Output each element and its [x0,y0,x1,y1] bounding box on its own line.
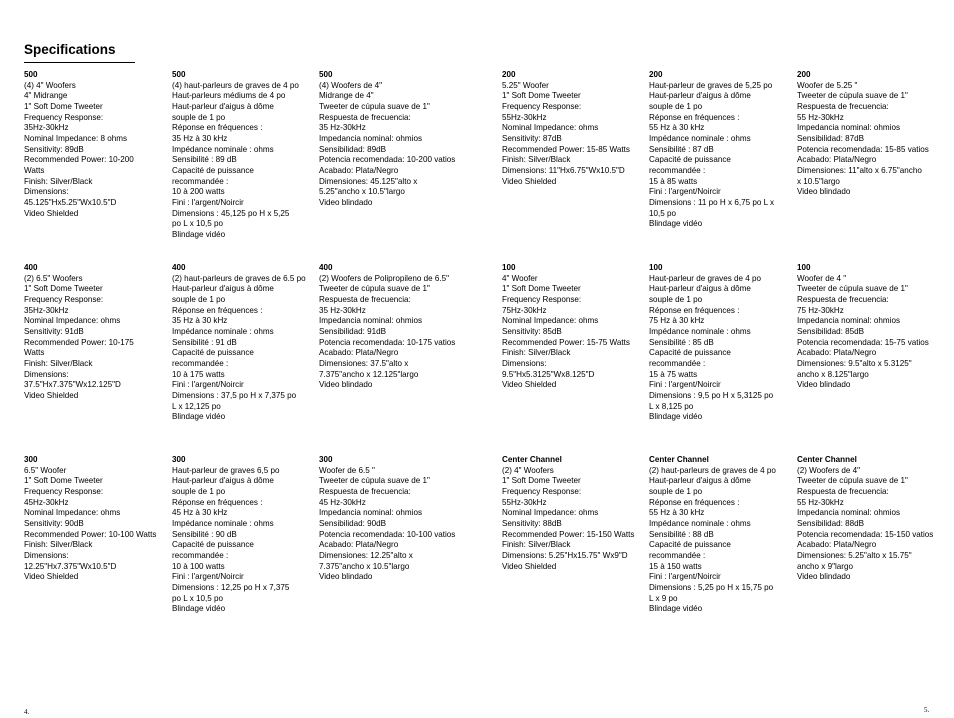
spec-line: Fini : l'argent/Noircir [172,380,244,390]
spec-line: Recommended Power: 15-150 Watts [502,529,635,539]
spec-line: Video Shielded [502,561,557,571]
spec-line: Finish: Silver/Black [24,540,93,550]
spec-line: (4) 4" Woofers [24,80,76,90]
spec-line: 55 Hz-30kHz [797,497,844,507]
spec-line: Nominal Impedance: 8 ohms [24,133,128,143]
spec-line: Nominal Impedance: ohms [502,508,599,518]
spec-line: Frequency Response: [24,294,104,304]
title-underline [24,62,135,63]
spec-line: (2) 6.5" Woofers [24,273,83,283]
spec-line: Midrange de 4" [319,91,374,101]
spec-line: Frequency Response: [24,486,104,496]
spec-line: Nominal Impedance: ohms [502,316,599,326]
spec-line: 10 à 175 watts [172,369,225,379]
spec-line: Sensitivity: 87dB [502,133,562,143]
spec-line: 35Hz-30kHz [24,123,69,133]
spec-line: Acabado: Plata/Negro [319,348,399,358]
spec-line: 35Hz-30kHz [24,305,69,315]
spec-line: Video Shielded [24,208,79,218]
spec-model-name: 400 [319,263,333,272]
spec-line: Video Shielded [24,572,79,582]
spec-line: Sensitivity: 85dB [502,326,562,336]
spec-line: Fini : l'argent/Noircir [649,187,721,197]
page-number-left: 4. [24,708,30,716]
spec-line: Acabado: Plata/Negro [319,540,399,550]
spec-line: Blindage vidéo [172,412,226,422]
spec-model-name: 200 [649,70,663,79]
spec-line: Sensibilité : 90 dB [172,529,237,539]
spec-line: Respuesta de frecuencia: [319,112,411,122]
spec-line: 10 à 100 watts [172,561,225,571]
spec-line: souple de 1 po [172,112,226,122]
spec-line: Potencia recomendada: 15-75 vatios [797,337,929,347]
spec-line: Haut-parleur d'aigus à dôme [172,476,274,486]
spec-line: Blindage vidéo [649,604,703,614]
spec-line: Fini : l'argent/Noircir [172,572,244,582]
spec-line: Tweeter de cúpula suave de 1" [797,284,908,294]
spec-block [502,70,630,187]
spec-line: Capacité de puissance [649,540,731,550]
spec-line: Haut-parleur de graves 6,5 po [172,465,280,475]
spec-line: 15 à 150 watts [649,561,702,571]
spec-block [24,455,156,583]
spec-line: 55Hz-30kHz [502,497,547,507]
spec-line: L x 9 po [649,593,678,603]
spec-line: Recommended Power: 10-100 Watts [24,529,157,539]
spec-line: Capacité de puissance [172,540,254,550]
spec-line: Woofer de 6.5 " [319,465,375,475]
spec-line: 35 Hz-30kHz [319,123,366,133]
spec-line: Finish: Silver/Black [24,358,93,368]
spec-block [172,263,306,423]
spec-line: Tweeter de cúpula suave de 1" [319,476,430,486]
spec-line: Impédance nominale : ohms [172,326,274,336]
spec-line: Dimensions: 5.25"Hx15.75" Wx9"D [502,550,628,560]
spec-line: Finish: Silver/Black [502,540,571,550]
spec-line: Dimensions : 5,25 po H x 15,75 po [649,582,774,592]
spec-line: Tweeter de cúpula suave de 1" [319,101,430,111]
spec-line: Frequency Response: [502,486,582,496]
spec-line: Dimensiones: 5.25"alto x 15.75" [797,550,912,560]
spec-line: Capacité de puissance [649,348,731,358]
spec-line: Impedancia nominal: ohmios [797,123,901,133]
spec-line: Recommended Power: 15-75 Watts [502,337,630,347]
spec-line: Acabado: Plata/Negro [319,165,399,175]
spec-line: ancho x 8.125"largo [797,369,869,379]
spec-line: Respuesta de frecuencia: [797,294,889,304]
spec-line: Dimensiones: 11"alto x 6.75"ancho [797,165,922,175]
spec-block [502,263,630,391]
spec-line: Impédance nominale : ohms [649,518,751,528]
spec-line: L x 12,125 po [172,401,221,411]
spec-line: Impédance nominale : ohms [172,144,274,154]
spec-line: 75 Hz à 30 kHz [649,316,705,326]
spec-line: Haut-parleur de graves de 4 po [649,273,762,283]
spec-model-name: 400 [24,263,38,272]
spec-line: Impédance nominale : ohms [649,326,751,336]
spec-model-name: 200 [502,70,516,79]
spec-line: (4) Woofers de 4" [319,80,383,90]
spec-line: Haut-parleur d'aigus à dôme [649,476,751,486]
spec-line: Recommended Power: 15-85 Watts [502,144,630,154]
spec-line: po L x 10,5 po [172,219,224,229]
spec-line: 55 Hz à 30 kHz [649,508,705,518]
spec-line: Dimensions : 11 po H x 6,75 po L x [649,197,775,207]
spec-line: 35 Hz à 30 kHz [172,133,228,143]
spec-line: L x 8,125 po [649,401,694,411]
spec-line: Impedancia nominal: ohmios [319,133,423,143]
spec-line: Respuesta de frecuencia: [319,294,411,304]
spec-line: 5.25" Woofer [502,80,549,90]
spec-line: 9.5"Hx5.3125"Wx8.125"D [502,369,595,379]
spec-line: Impedancia nominal: ohmios [797,316,901,326]
spec-line: 55Hz-30kHz [502,112,547,122]
spec-line: Frequency Response: [502,101,582,111]
spec-line: Video blindado [319,572,373,582]
spec-line: (2) Woofers de 4" [797,465,861,475]
spec-line: Sensibilidad: 90dB [319,518,387,528]
spec-line: 15 à 75 watts [649,369,698,379]
spec-line: Fini : l'argent/Noircir [649,572,721,582]
spec-line: Haut-parleur d'aigus à dôme [172,284,274,294]
spec-line: recommandée : [172,358,229,368]
spec-line: 45Hz-30kHz [24,497,69,507]
spec-line: souple de 1 po [172,486,226,496]
spec-model-name: 500 [24,70,38,79]
spec-line: recommandée : [172,176,229,186]
spec-line: Sensibilité : 89 dB [172,155,237,165]
spec-line: Sensibilidad: 88dB [797,518,865,528]
spec-line: Dimensions : 45,125 po H x 5,25 [172,208,290,218]
spec-line: Réponse en fréquences : [172,305,263,315]
spec-block [797,263,929,391]
spec-line: Impedancia nominal: ohmios [319,508,423,518]
spec-line: 1" Soft Dome Tweeter [502,476,581,486]
spec-line: 1" Soft Dome Tweeter [502,284,581,294]
spec-line: Sensibilité : 91 dB [172,337,237,347]
spec-line: 37.5"Hx7.375"Wx12.125"D [24,380,121,390]
spec-line: Impédance nominale : ohms [649,133,751,143]
spec-line: Dimensiones: 12.25"alto x [319,550,413,560]
spec-line: Capacité de puissance [649,155,731,165]
spec-block [649,455,776,615]
spec-line: Finish: Silver/Black [24,176,93,186]
spec-block [319,263,455,391]
spec-line: Video blindado [797,572,851,582]
spec-model-name: 100 [502,263,516,272]
spec-block [649,70,774,230]
spec-line: Video Shielded [502,176,557,186]
spec-line: Impedancia nominal: ohmios [797,508,901,518]
spec-line: Sensibilité : 88 dB [649,529,714,539]
spec-line: Sensitivity: 89dB [24,144,84,154]
spec-model-name: 300 [319,455,333,464]
spec-line: Frequency Response: [502,294,582,304]
spec-line: Video blindado [319,380,373,390]
spec-line: Blindage vidéo [172,229,226,239]
spec-model-name: 100 [797,263,811,272]
spec-line: Sensibilidad: 85dB [797,326,865,336]
spec-line: (2) haut-parleurs de graves de 4 po [649,465,776,475]
spec-line: Dimensions : 37,5 po H x 7,375 po [172,390,297,400]
spec-line: Haut-parleur de graves de 5,25 po [649,80,773,90]
spec-line: 10,5 po [649,208,677,218]
spec-line: Frequency Response: [24,112,104,122]
spec-line: (2) haut-parleurs de graves de 6.5 po [172,273,306,283]
spec-block [319,70,455,209]
spec-line: Fini : l'argent/Noircir [649,380,721,390]
spec-line: Respuesta de frecuencia: [797,486,889,496]
spec-line: Dimensiones: 9.5"alto x 5.3125" [797,358,912,368]
spec-line: Haut-parleur d'aigus à dôme [172,101,274,111]
spec-line: recommandée : [649,358,706,368]
spec-model-name: 300 [172,455,186,464]
spec-line: Sensitivity: 88dB [502,518,562,528]
spec-line: Dimensiones: 45.125"alto x [319,176,418,186]
spec-line: Nominal Impedance: ohms [502,123,599,133]
spec-line: 1" Soft Dome Tweeter [24,101,103,111]
spec-line: souple de 1 po [172,294,226,304]
spec-line: Potencia recomendada: 10-200 vatios [319,155,456,165]
spec-line: 7.375"ancho x 10.5"largo [319,561,410,571]
spec-line: Finish: Silver/Black [502,155,571,165]
spec-line: Potencia recomendada: 10-175 vatios [319,337,456,347]
spec-line: Impédance nominale : ohms [172,518,274,528]
spec-block [24,263,134,402]
spec-line: 75 Hz-30kHz [797,305,844,315]
spec-line: Woofer de 4 " [797,273,847,283]
spec-line: x 10.5"largo [797,176,840,186]
spec-line: 35 Hz-30kHz [319,305,366,315]
spec-line: Dimensions: [24,550,69,560]
spec-block [797,455,933,583]
spec-line: Video blindado [797,380,851,390]
spec-model-name: 500 [172,70,186,79]
spec-line: Blindage vidéo [649,412,703,422]
spec-line: Acabado: Plata/Negro [797,540,877,550]
spec-line: Dimensions : 12,25 po H x 7,375 [172,582,290,592]
spec-line: ancho x 9"largo [797,561,853,571]
spec-block [797,70,929,198]
spec-block [172,455,289,615]
spec-line: 45.125"Hx5.25"Wx10.5"D [24,197,117,207]
spec-line: 12.25"Hx7.375"Wx10.5"D [24,561,117,571]
spec-block [649,263,773,423]
spec-line: Dimensions: 11"Hx6.75"Wx10.5"D [502,165,625,175]
spec-line: Dimensions : 9,5 po H x 5,3125 po [649,390,774,400]
spec-line: Nominal Impedance: ohms [24,508,121,518]
spec-line: 1" Soft Dome Tweeter [502,91,581,101]
spec-line: Capacité de puissance [172,348,254,358]
spec-line: Respuesta de frecuencia: [797,101,889,111]
spec-model-name: 200 [797,70,811,79]
spec-line: 45 Hz à 30 kHz [172,508,228,518]
spec-line: 75Hz-30kHz [502,305,547,315]
spec-line: Potencia recomendada: 15-85 vatios [797,144,929,154]
spec-line: Video Shielded [502,380,557,390]
spec-model-name: 300 [24,455,38,464]
spec-line: souple de 1 po [649,101,703,111]
spec-line: Fini : l'argent/Noircir [172,197,244,207]
spec-line: Video blindado [797,187,851,197]
spec-line: Sensitivity: 90dB [24,518,84,528]
spec-line: Acabado: Plata/Negro [797,155,877,165]
spec-line: 55 Hz à 30 kHz [649,123,705,133]
spec-line: 4" Midrange [24,91,68,101]
spec-line: Sensibilidad: 89dB [319,144,387,154]
spec-line: Impedancia nominal: ohmios [319,316,423,326]
spec-line: 35 Hz à 30 kHz [172,316,228,326]
spec-line: 15 à 85 watts [649,176,698,186]
spec-model-name: 100 [649,263,663,272]
spec-line: (4) haut-parleurs de graves de 4 po [172,80,299,90]
spec-model-name: Center Channel [797,455,857,464]
spec-block [172,70,299,241]
spec-line: Sensibilidad: 87dB [797,133,865,143]
spec-line: Sensitivity: 91dB [24,326,84,336]
spec-line: 10 à 200 watts [172,187,225,197]
spec-line: Video blindado [319,197,373,207]
spec-line: recommandée : [649,165,706,175]
spec-line: souple de 1 po [649,294,703,304]
spec-line: (2) Woofers de Polipropileno de 6.5" [319,273,450,283]
spec-line: Blindage vidéo [649,219,703,229]
spec-line: 5.25"ancho x 10.5"largo [319,187,405,197]
page-title: Specifications [24,42,116,57]
spec-line: Video Shielded [24,390,79,400]
spec-line: Sensibilité : 85 dB [649,337,714,347]
spec-line: Réponse en fréquences : [172,123,263,133]
spec-line: souple de 1 po [649,486,703,496]
spec-line: Recommended Power: 10-175 [24,337,134,347]
spec-line: Tweeter de cúpula suave de 1" [797,91,908,101]
spec-line: recommandée : [649,550,706,560]
spec-line: Réponse en fréquences : [172,497,263,507]
spec-line: 45 Hz-30kHz [319,497,366,507]
spec-line: Tweeter de cúpula suave de 1" [797,476,908,486]
spec-line: 55 Hz-30kHz [797,112,844,122]
spec-line: Potencia recomendada: 15-150 vatios [797,529,934,539]
spec-line: Haut-parleurs médiums de 4 po [172,91,286,101]
spec-model-name: 400 [172,263,186,272]
spec-line: Watts [24,348,45,358]
spec-line: Dimensions: [24,187,69,197]
spec-line: po L x 10,5 po [172,593,224,603]
page-number-right: 5. [924,706,930,714]
spec-line: Recommended Power: 10-200 [24,155,134,165]
spec-line: 1" Soft Dome Tweeter [24,284,103,294]
spec-line: Dimensions: [24,369,69,379]
spec-line: Blindage vidéo [172,604,226,614]
spec-line: Capacité de puissance [172,165,254,175]
spec-line: Réponse en fréquences : [649,305,740,315]
spec-line: Tweeter de cúpula suave de 1" [319,284,430,294]
spec-line: Dimensiones: 37.5"alto x [319,358,409,368]
spec-line: Watts [24,165,45,175]
spec-block [24,70,134,219]
spec-line: Respuesta de frecuencia: [319,486,411,496]
spec-block [319,455,455,583]
spec-line: Sensibilidad: 91dB [319,326,387,336]
spec-line: Dimensions: [502,358,547,368]
spec-line: Réponse en fréquences : [649,497,740,507]
spec-block [502,455,634,572]
spec-line: 7.375"ancho x 12.125"largo [319,369,419,379]
spec-model-name: Center Channel [649,455,709,464]
spec-line: Haut-parleur d'aigus à dôme [649,284,751,294]
spec-line: Réponse en fréquences : [649,112,740,122]
spec-line: Finish: Silver/Black [502,348,571,358]
spec-line: (2) 4" Woofers [502,465,554,475]
spec-line: Acabado: Plata/Negro [797,348,877,358]
spec-model-name: 500 [319,70,333,79]
spec-line: 1" Soft Dome Tweeter [24,476,103,486]
spec-line: Sensibilité : 87 dB [649,144,714,154]
spec-model-name: Center Channel [502,455,562,464]
spec-line: 6.5" Woofer [24,465,67,475]
spec-line: 4" Woofer [502,273,538,283]
spec-line: recommandée : [172,550,229,560]
spec-line: Haut-parleur d'aigus à dôme [649,91,751,101]
spec-line: Woofer de 5.25 " [797,80,858,90]
spec-line: Nominal Impedance: ohms [24,316,121,326]
spec-line: Potencia recomendada: 10-100 vatios [319,529,456,539]
